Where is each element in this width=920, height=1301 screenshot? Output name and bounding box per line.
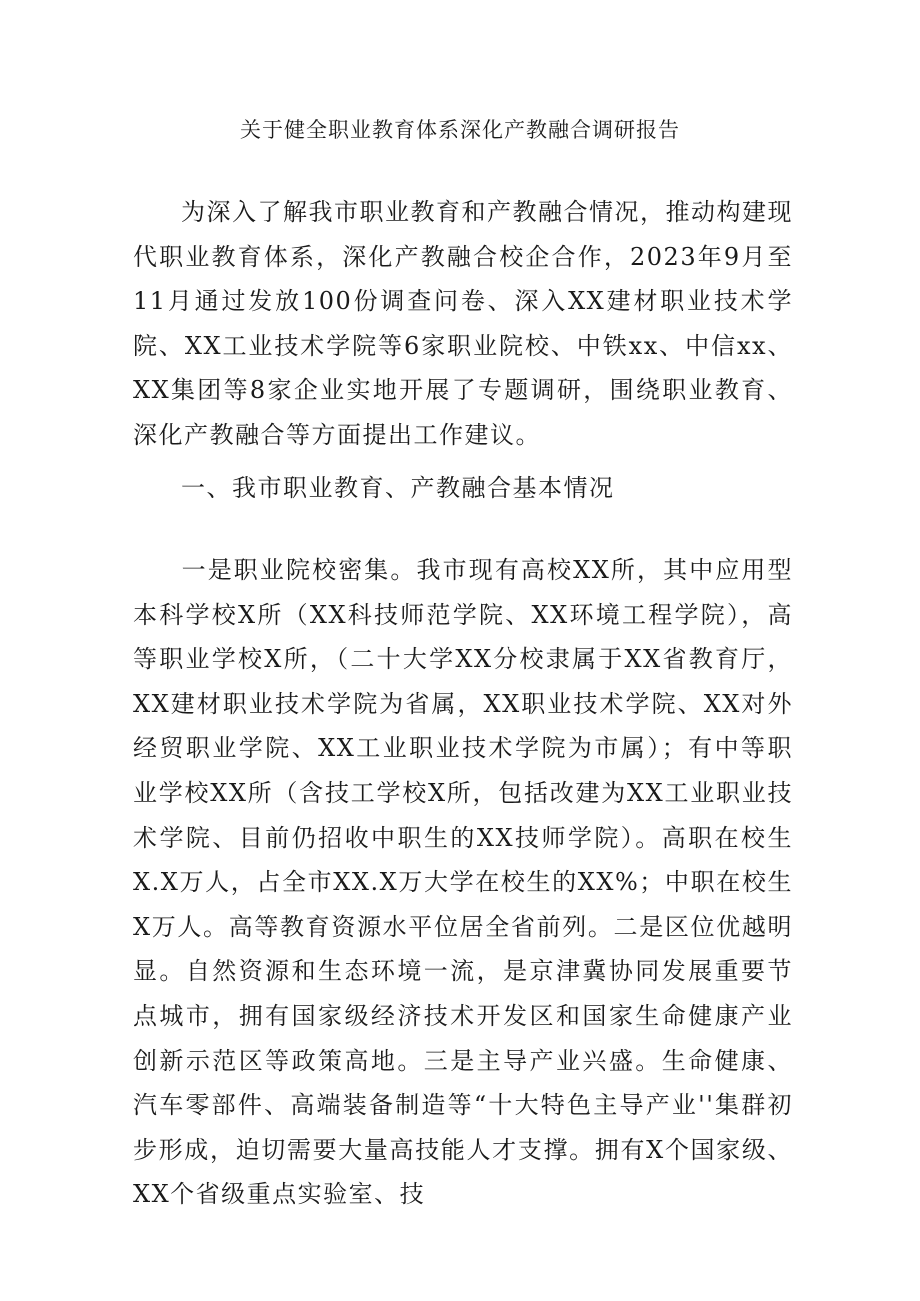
body-paragraph-text: 一是职业院校密集。我市现有高校XX所，其中应用型本科学校X所（XX科技师范学院、XX环境工程学院），高等职业学校X所，（二十大学XX分校隶属于XX省教育厅，XX建材职业技术学院为省属，XX职业技术学院、XX对外经贸职业学院、XX工业职业技术学院为市属）；有中等职业学校XX所（含技工学校X所，包括改建为XX工业职业技术学院、目前仍招收中职生的XX技师学院）。高职在校生X.X万人，占全市XX.X万大学在校生的XX%；中职在校生X万人。高等教育资源水平位居全省前列。二是区位优越明显。自然资源和生态环境一流，是京津冀协同发展重要节点城市，拥有国家级经济技术开发区和国家生命健康产业创新示范区等政策高地。三是主导产业兴盛。生命健康、汽车零部件、高端装备制造等“十大特色主导产业''集群初步形成，迫切需要大量高技能人才支撑。拥有X个国家级、XX个省级重点实验室、技: [133, 556, 793, 1209]
intro-text: 为深入了解我市职业教育和产教融合情况，推动构建现代职业教育体系，深化产教融合校企合作，2023年9月至11月通过发放100份调查问卷、深入XX建材职业技术学院、XX工业技术学院等6家职业院校、中铁xx、中信xx、XX集团等8家企业实地开展了专题调研，围绕职业教育、深化产教融合等方面提出工作建议。: [133, 198, 793, 449]
document-title: 关于健全职业教育体系深化产教融合调研报告: [240, 118, 680, 142]
body-paragraph: [133, 548, 793, 1217]
section-heading: 一、我市职业教育、产教融合基本情况: [181, 474, 615, 502]
intro-paragraph: [133, 190, 793, 458]
